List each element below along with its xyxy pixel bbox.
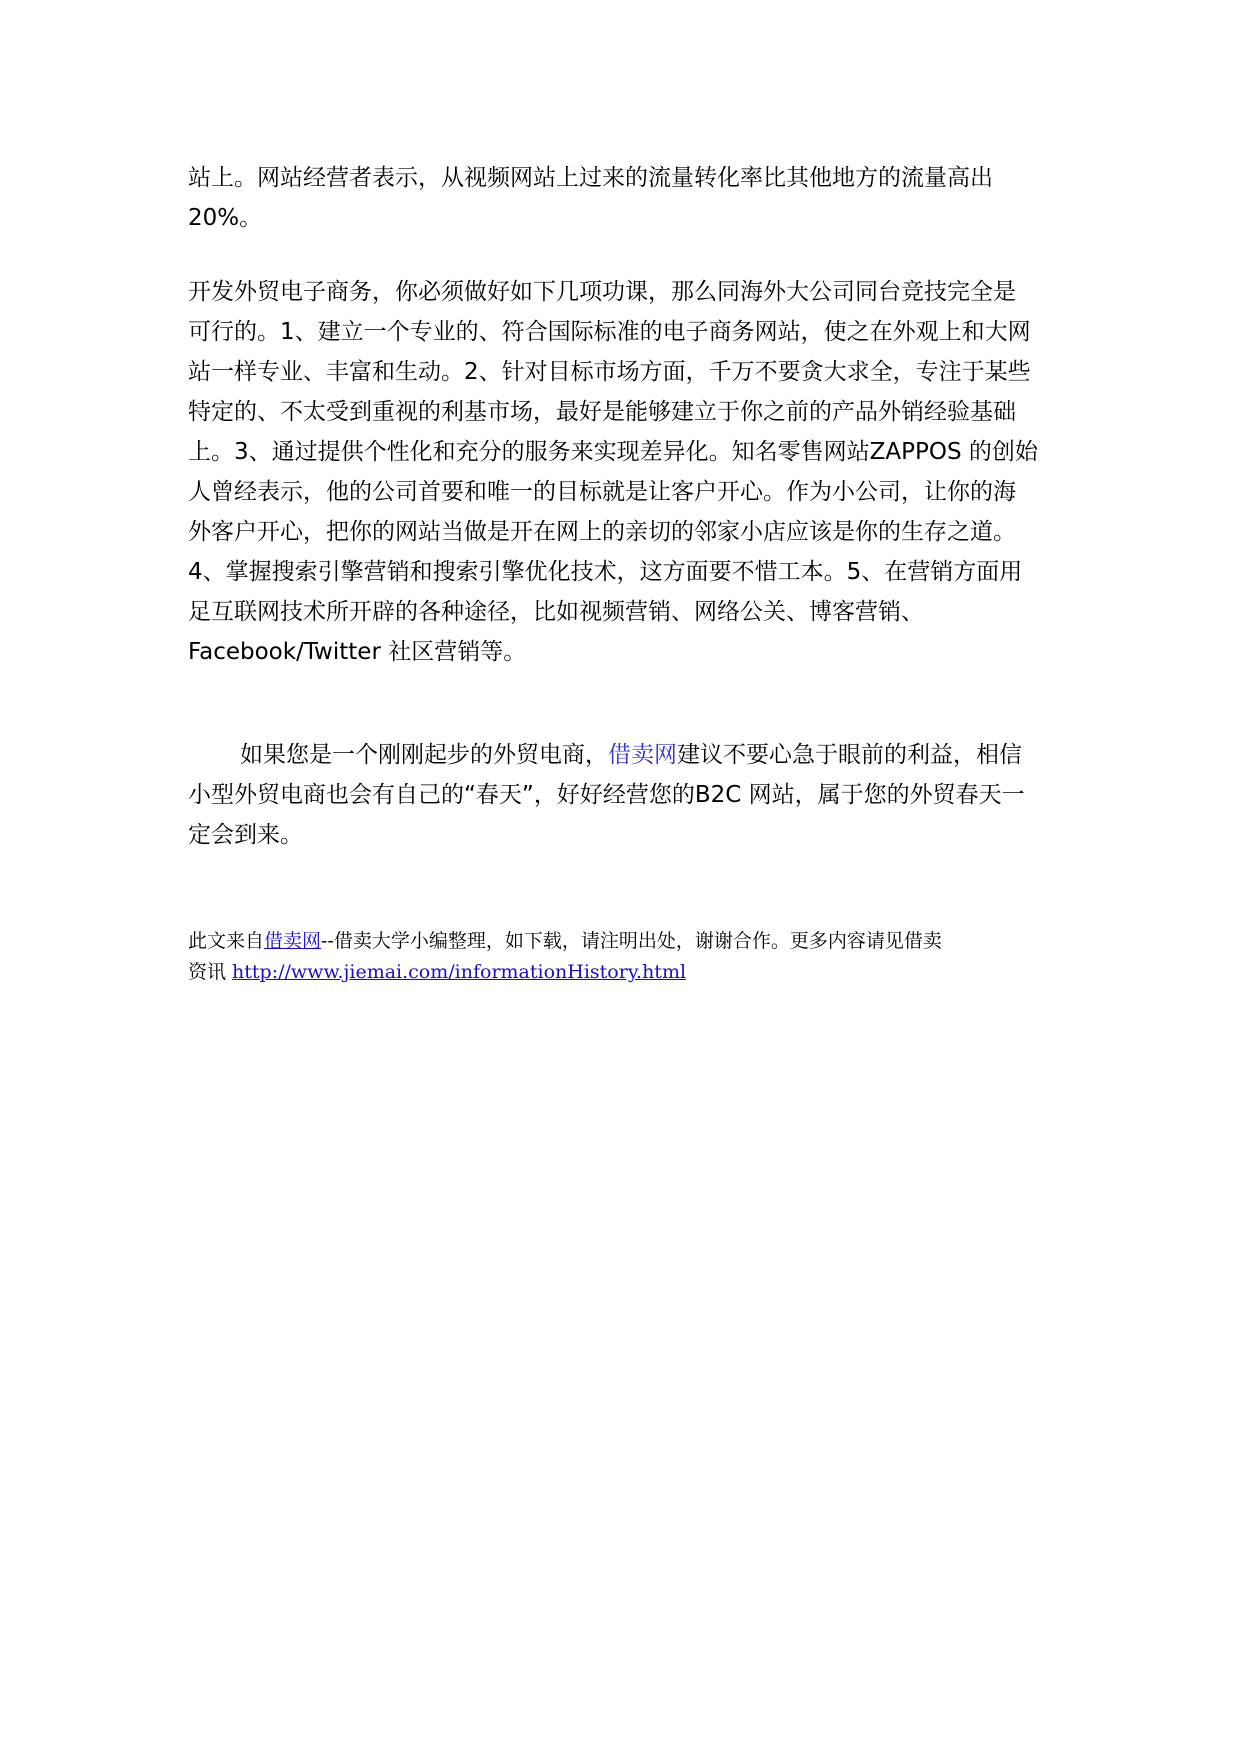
footer-line bbox=[188, 926, 1088, 957]
footer-text: 资讯 bbox=[188, 961, 233, 983]
footer-line bbox=[188, 957, 1088, 988]
information-history-url-link[interactable]: http://www.jiemai.com/informationHistory.html bbox=[232, 961, 687, 983]
text-line: 人曾经表示，他的公司首要和唯一的目标就是让客户开心。作为小公司，让你的海 bbox=[188, 479, 1016, 505]
text-line: 可行的。1、建立一个专业的、符合国际标准的电子商务网站，使之在外观上和大网 bbox=[188, 319, 1031, 345]
text-line: Facebook/Twitter 社区营销等。 bbox=[188, 639, 527, 665]
text-line: 上。3、通过提供个性化和充分的服务来实现差异化。知名零售网站ZAPPOS 的创始 bbox=[188, 439, 1038, 465]
text-line: 20%。 bbox=[188, 205, 263, 231]
jiemai-footer-link[interactable]: 借卖网 bbox=[264, 930, 322, 952]
text-line: 4、掌握搜索引擎营销和搜索引擎优化技术，这方面要不惜工本。5、在营销方面用 bbox=[188, 559, 1023, 585]
text-line: 站一样专业、丰富和生动。2、针对目标市场方面，千万不要贪大求全，专注于某些 bbox=[188, 359, 1031, 385]
text-line: 小型外贸电商也会有自己的“春天”，好好经营您的B2C 网站，属于您的外贸春天一 bbox=[188, 782, 1025, 808]
text-line: 足互联网技术所开辟的各种途径，比如视频营销、网络公关、博客营销、 bbox=[188, 599, 924, 625]
text-segment: 如果您是一个刚刚起步的外贸电商， bbox=[240, 742, 608, 768]
jiemai-link-inline[interactable]: 借卖网 bbox=[608, 742, 677, 768]
text-segment: 建议不要心急于眼前的利益，相信 bbox=[677, 742, 1022, 768]
paragraph-conclusion bbox=[188, 735, 1088, 855]
footer-text: --借卖大学小编整理，如下载，请注明出处，谢谢合作。更多内容请见借卖 bbox=[321, 930, 942, 952]
text-line: 定会到来。 bbox=[188, 822, 303, 848]
paragraph-ecommerce-tips bbox=[188, 272, 1088, 672]
text-line: 特定的、不太受到重视的利基市场，最好是能够建立于你之前的产品外销经验基础 bbox=[188, 399, 1016, 425]
paragraph-conversion-rate bbox=[188, 158, 1088, 238]
text-line: 站上。网站经营者表示，从视频网站上过来的流量转化率比其他地方的流量高出 bbox=[188, 165, 993, 191]
source-footer bbox=[188, 926, 1088, 988]
text-line: 外客户开心，把你的网站当做是开在网上的亲切的邻家小店应该是你的生存之道。 bbox=[188, 519, 1016, 545]
text-line bbox=[188, 735, 1088, 775]
text-line: 开发外贸电子商务，你必须做好如下几项功课，那么同海外大公司同台竞技完全是 bbox=[188, 279, 1016, 305]
footer-text: 此文来自 bbox=[188, 930, 265, 952]
